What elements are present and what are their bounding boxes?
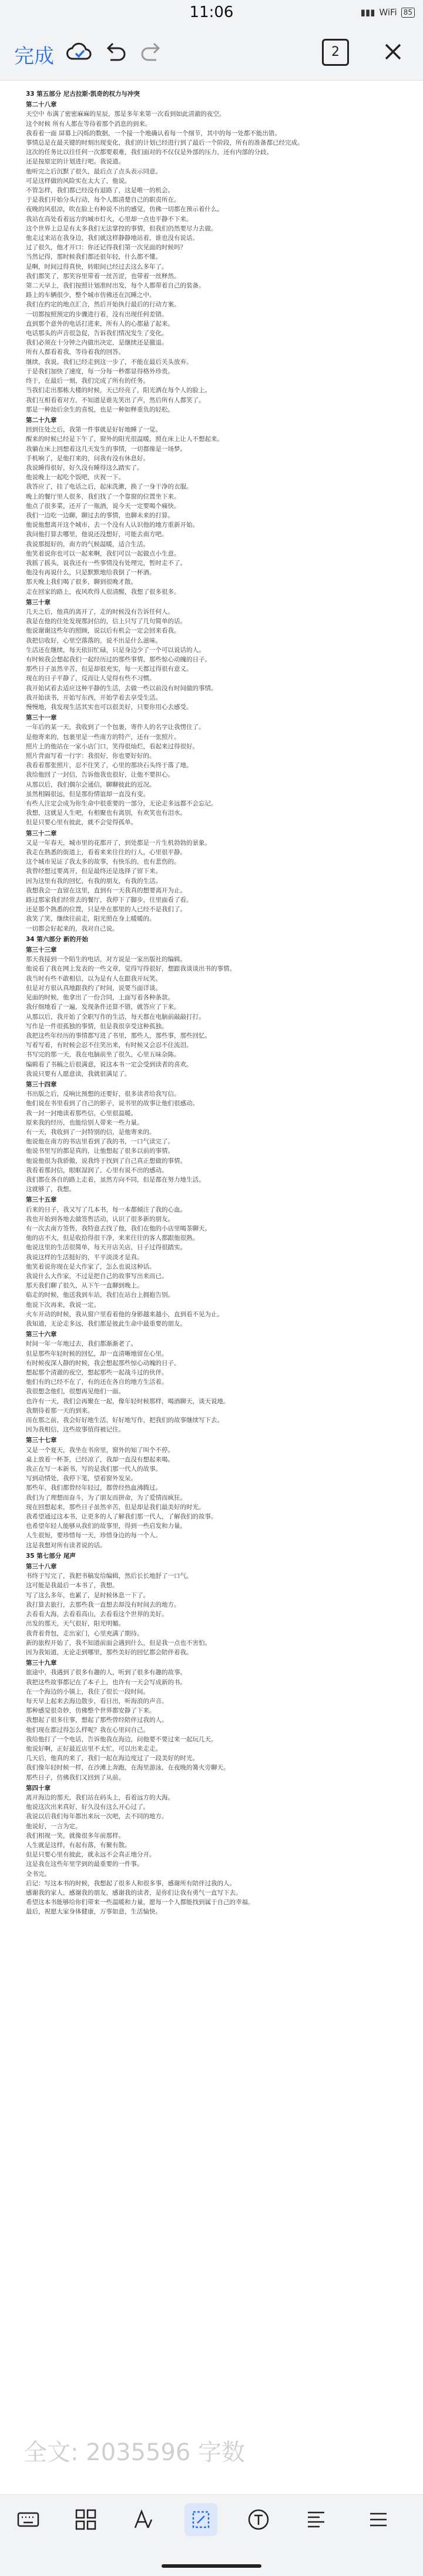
paragraph: 有一次去南方签售，我特意去找了他，我们在他的小店里喝茶聊天。 (26, 1225, 211, 1232)
paragraph: 我想起了很多往事，想起了那些曾经陪伴过我的人。 (26, 1717, 168, 1724)
paragraph: 但是只要心里有彼此，就永远不会真正地分开。 (26, 1851, 156, 1859)
chapter-heading: 第三十二章 (26, 829, 57, 837)
paragraph: 现在的日子平静了，反而让人觉得有些不习惯。 (26, 675, 156, 683)
paragraph: 又是一个夏天，我坐在书房里，窗外的知了叫个不停。 (26, 1446, 174, 1454)
paragraph: 我说睡得很好，好久没有睡得这么踏实了。 (26, 464, 143, 471)
paragraph: 事情总是在最关键的时刻出现变化，我们的计划已经进行到了最后一个阶段，所有的准备都已经完成。 (26, 139, 304, 147)
chapter-heading: 第四十章 (26, 1784, 51, 1792)
paragraph: 后来的日子，我又写了几本书，每一本都倾注了我的心血。 (26, 1206, 186, 1213)
paragraph: 我知道，无论走多远，我们都是彼此生命中最重要的朋友。 (26, 1320, 186, 1327)
insert-icon[interactable] (69, 2503, 102, 2536)
paragraph: 我给他回了一封信，告诉他我也很好，让他不要担心。 (26, 771, 174, 779)
paragraph: 我们为了理想而奋斗，为了朋友而拼命，为了爱情而疯狂。 (26, 1494, 186, 1501)
paragraph: 而在那之前，我会好好地生活，好好地写作，把我们的故事继续写下去。 (26, 1417, 223, 1424)
paragraph: 可是这样做的风险实在太大了，他说。 (26, 177, 131, 185)
redo-icon[interactable] (137, 38, 166, 66)
wifi-icon: WiFi (379, 7, 397, 18)
paragraph: 当我们走出那栋大楼的时候，天已经亮了，阳光洒在每个人的脸上。 (26, 387, 211, 394)
chapter-heading: 第三十章 (26, 598, 51, 606)
more-icon[interactable] (362, 2503, 395, 2536)
paragraph: 电话那头的声音很急促，告诉我们情况发生了变化。 (26, 330, 168, 337)
paragraph: 我仔细地看了一遍，发现条件还算不错，就答应了下来。 (26, 1003, 180, 1011)
paragraph: 也希望年轻人能够从我们的故事里，得到一些启发和力量。 (26, 1523, 186, 1530)
paragraph: 于是我们加快了速度，每一分每一秒都显得格外珍贵。 (26, 367, 174, 375)
paragraph: 因为这里有我的回忆，有我的朋友，有我的生活。 (26, 877, 162, 885)
paragraph: 我说只要有人愿意读，我就很满足了。 (26, 1070, 131, 1078)
paragraph: 继续，我说。我们已经走到这一步了，不能在最后关头放弃。 (26, 358, 193, 366)
paragraph: 晚上的餐厅里人很多，我们找了一个靠窗的位置坐下来。 (26, 493, 180, 500)
paragraph: 我给他打了一个电话，告诉他我在海边，问他要不要过来一起玩几天。 (26, 1735, 217, 1743)
text-box-icon[interactable] (242, 2503, 275, 2536)
chapter-heading: 第三十五章 (26, 1196, 57, 1204)
paragraph: 终于，在最后一刻，我们完成了所有的任务。 (26, 377, 149, 385)
paragraph: 有一天，我收到了一封特别的信，是他寄来的。 (26, 1128, 156, 1136)
page-count-button[interactable]: 2 (322, 39, 349, 66)
chapter-heading: 第三十四章 (26, 1080, 57, 1088)
paragraph: 我想我会一直留在这里，直到有一天我真的想要离开为止。 (26, 886, 186, 894)
paragraph: 因为我知道，无论走到哪里，那些美好的回忆都会陪伴着我。 (26, 1648, 193, 1656)
home-indicator (162, 2564, 261, 2568)
chapter-heading: 第二十八章 (26, 101, 57, 109)
paragraph: 他笑着说你现在是大作家了，怎么也说这种话。 (26, 1263, 156, 1270)
paragraph: 但是对方很认真地跟我约了时间，说要当面详谈。 (26, 984, 162, 992)
paragraph: 是啊，时间过得真快，转眼间已经过去这么多年了。 (26, 263, 168, 270)
paragraph: 走在回家的路上，夜风吹得人很清醒，我想了很多很多。 (26, 588, 180, 596)
cloud-sync-icon[interactable] (65, 38, 93, 66)
paragraph: 我把这些故事都记在了本子上，也许有一天会写成新的书。 (26, 1678, 186, 1686)
paragraph: 新的旅程开始了，我不知道前面会遇到什么，但是我一点也不害怕。 (26, 1639, 211, 1647)
paragraph: 他说晚上一起吃个饭吧，庆祝一下。 (26, 474, 125, 481)
paragraph: 他说谢谢这些年的照顾，说以后有机会一定会回来看我。 (26, 627, 180, 635)
paragraph: 人生就是这样，有起有落，有聚有散。 (26, 1841, 131, 1849)
paragraph: 我看着一面 屏幕上闪烁的数据，一个接一个地确认着每一个细节，其中的每一处都不能出错。 (26, 129, 281, 137)
paragraph: 出发的那天，天气很好，阳光明媚。 (26, 1620, 125, 1628)
paragraph: 他说他很为我骄傲，说我终于找到了自己真正想做的事情。 (26, 1157, 186, 1165)
paragraph: 我看着那张照片，忍不住笑了，心里的那块石头终于落了地。 (26, 762, 193, 770)
status-icons (361, 7, 415, 18)
paragraph: 也许有一天，我们会再聚在一起，像年轻时候那样，喝酒聊天，谈天说地。 (26, 1397, 230, 1405)
paragraph: 他们现在都过得怎么样呢？我在心里问自己。 (26, 1726, 149, 1734)
paragraph: 临走的时候，他送我到车站，我们在站台上拥抱告别。 (26, 1292, 174, 1299)
paragraph: 我们像年轻时候一样，在沙滩上奔跑，在海里游泳，在夜晚的篝火旁聊天。 (26, 1764, 230, 1772)
close-icon[interactable] (379, 38, 407, 66)
align-icon[interactable] (300, 2503, 333, 2536)
paragraph: 这可能是我最后一本书了，我想。 (26, 1582, 119, 1590)
paragraph: 我一封一封地读着那些信，心里很温暖。 (26, 1109, 137, 1117)
paragraph: 不管怎样，我们都已经没有退路了，这是唯一的机会。 (26, 187, 174, 195)
paragraph: 我说以后我们每年都出来玩一次吧，去不同的地方。 (26, 1813, 168, 1821)
paragraph: 我笑了笑，继续往前走，阳光照在身上暖暖的。 (26, 915, 156, 923)
paragraph: 我正在写一本新书，写的是我们那一代人的故事。 (26, 1466, 162, 1473)
paragraph: 他说这次出来真好，好久没有这么开心过了。 (26, 1804, 149, 1811)
paragraph: 路过那家我们经常去的餐厅，我停下了脚步，往里面看了看。 (26, 896, 193, 904)
chapter-heading: 第三十九章 (26, 1660, 57, 1667)
paragraph: 我们都在各自的路上走着，虽然方向不同，但是都在努力地生活。 (26, 1176, 205, 1183)
paragraph: 几天后，他真的来了，我们一起在海边度过了一段美好的时光。 (26, 1755, 199, 1762)
paragraph: 他没有再说什么，只是默默地给我倒了一杯酒。 (26, 569, 156, 577)
done-button[interactable]: 完成 (14, 45, 54, 68)
paragraph: 想起那个清澈的夜空，想起那些一起战斗过的伙伴。 (26, 1369, 168, 1377)
chapter-heading: 第三十三章 (26, 946, 57, 954)
chapter-heading: 第三十六章 (26, 1331, 57, 1339)
paragraph: 第二天早上，我们按照计划准时出发，每个人都带着自己的装备。 (26, 282, 205, 290)
paragraph: 我当时有些不敢相信，以为是有人在跟我开玩笑。 (26, 975, 162, 982)
paragraph: 我说那挺好的，南方的气候温暖，适合生活。 (26, 540, 149, 548)
paragraph: 那些日子，仿佛我们又回到了从前。 (26, 1774, 125, 1781)
paragraph: 后记：写这本书的时候，我想起了很多人和很多事，感谢所有陪伴过我的人。 (26, 1879, 236, 1887)
paragraph: 我答应了，挂了电话之后，起床洗漱，换了一身干净的衣服。 (26, 483, 193, 491)
paragraph: 我打算去旅行，去那些我一直想去却没有时间去的地方。 (26, 1601, 180, 1608)
paragraph: 一年后的某一天，我收到了一个包裹，寄件人的名字让我愣住了。 (26, 724, 205, 731)
paragraph: 从那以后，我开始了全职写作的生活，每天都在电脑前敲敲打打。 (26, 1013, 205, 1021)
paragraph: 他说好啊，正好最近店里不太忙，可以出来走走。 (26, 1745, 162, 1752)
paragraph: 他们说在书里看到了自己的影子，说书里的故事让他们很感动。 (26, 1100, 199, 1108)
paragraph: 那天我们聊了很久，从下午一直聊到晚上。 (26, 1282, 143, 1290)
paragraph: 这就够了，我想。 (26, 1186, 75, 1193)
paragraph: 从那以后，我们偶尔会通信，聊聊彼此的近况。 (26, 781, 156, 788)
paragraph: 照片背面写着一行字：我很好，你也要好好的。 (26, 752, 156, 760)
paragraph: 感谢我的家人，感谢我的朋友，感谢我的读者，是你们让我有勇气一直写下去。 (26, 1889, 242, 1896)
paragraph: 桌上放着一杯茶，已经凉了，我却一直没有想起来喝。 (26, 1456, 174, 1463)
paragraph: 当然记得，那时候我们都还很年轻，什么都不懂。 (26, 253, 162, 261)
chapter-heading: 第三十一章 (26, 714, 57, 722)
paragraph: 那天我接到一个陌生的电话，对方说是一家出版社的编辑。 (26, 956, 186, 964)
paragraph: 虽然相隔很远，但是那份情谊却一直没有变。 (26, 790, 149, 798)
paragraph: 写作是一件很孤独的事情，但是我很享受这种孤独。 (26, 1022, 168, 1030)
paragraph: 火车开动的时候，我从窗户里看着他的身影越来越小，直到看不见为止。 (26, 1310, 223, 1318)
paragraph: 我问他打算去哪里，他说还没想好，可能去南方吧。 (26, 531, 168, 538)
paragraph: 旅途中，我遇到了很多有趣的人，听到了很多有趣的故事。 (26, 1669, 186, 1677)
paragraph: 他们有的已经不在了，有的还在各自的地方生活着。 (26, 1379, 168, 1386)
paragraph: 我站在高处看着远方的城市灯火，心里却一点也平静不下来。 (26, 215, 193, 223)
paragraph: 路上的车辆很少，整个城市仿佛还在沉睡之中。 (26, 292, 156, 299)
paragraph: 他说下次再来，我说一定。 (26, 1301, 100, 1309)
paragraph: 但是那些年轻时候的回忆，却一直清晰地留在心里。 (26, 1350, 168, 1357)
paragraph: 一切都按照预定的步骤进行着，没有出现任何差错。 (26, 310, 168, 318)
paragraph: 我们一边吃一边聊，聊过去的事情，也聊未来的打算。 (26, 511, 174, 519)
paragraph: 去看看大海，去看看高山，去看看这个世界的美好。 (26, 1611, 168, 1618)
paragraph: 书写完的那一天，我在电脑前坐了很久，心里五味杂陈。 (26, 1051, 180, 1059)
paragraph: 慢慢地，我发现生活其实也可以很美好，只要你用心去感受。 (26, 704, 193, 711)
chapter-heading: 33 第五部分 尼古拉斯·凯奇的权力与冲突 (26, 91, 140, 98)
paragraph: 我们必须在十分钟之内做出决定，是继续还是撤退。 (26, 339, 168, 347)
paragraph: 全书完。 (26, 1870, 51, 1878)
paragraph: 我开始试着去适应这种平静的生活，去做一些以前没有时间做的事情。 (26, 684, 217, 692)
paragraph: 他走过来站在我身边，我们就这样静静地站着，谁也没有说话。 (26, 235, 199, 242)
paragraph: 但是只要心里有彼此，就不会觉得孤单。 (26, 819, 137, 827)
paragraph: 那种感觉很奇妙，仿佛整个世界都安静了下来。 (26, 1707, 156, 1715)
battery-icon: 85 (401, 8, 415, 18)
paragraph: 我背着背包，走出家门，心里充满了期待。 (26, 1630, 143, 1637)
status-bar (0, 0, 423, 24)
paragraph: 他笑着说你也可以一起来啊，我们可以一起做点小生意。 (26, 550, 180, 557)
paragraph: 那是一种劫后余生的喜悦，也是一种如释重负的轻松。 (26, 406, 174, 413)
paragraph: 是他寄来的，包裹里是一些南方的特产，还有一张照片。 (26, 733, 180, 741)
paragraph: 写到动情处，我停下笔，望着窗外发呆。 (26, 1475, 137, 1483)
paragraph: 又是一年春天，城市里的花都开了，到处都是一片生机勃勃的景象。 (26, 839, 211, 847)
signal-icon: ▮▮▮ (360, 7, 375, 18)
paragraph: 我期待着那一天的到来。 (26, 1407, 94, 1414)
paragraph: 书出版之后，反响比预想的还要好，很多读者给我写信。 (26, 1090, 180, 1098)
paragraph: 我希望通过这本书，让更多的人了解我们那一代人，了解我们的故事。 (26, 1513, 217, 1521)
paragraph: 我想，这就是人生吧，有相聚也有离别，有欢笑也有泪水。 (26, 809, 186, 817)
paragraph: 因为我相信，这些故事值得被记住。 (26, 1426, 125, 1434)
paragraph: 写着写着，有时候会忍不住笑出来，有时候又会忍不住流泪。 (26, 1042, 193, 1049)
paragraph: 我们都笑了，那笑容里带着一丝苦涩，也带着一丝释然。 (26, 272, 180, 280)
chapter-heading: 34 第六部分 新的开始 (26, 935, 88, 943)
paragraph: 时间一年一年地过去，我们都渐渐老了。 (26, 1340, 137, 1348)
paragraph: 他说这里的生活很简单，每天开店关店，日子过得很踏实。 (26, 1244, 186, 1252)
paragraph: 还是按原定的计划进行吧。我说道。 (26, 158, 125, 166)
paragraph: 他的店不大，但是收拾得很干净，来来往往的客人都跟他很熟。 (26, 1235, 199, 1242)
paragraph: 回到住处之后，我第一件事就是好好地睡了一觉。 (26, 426, 162, 434)
paragraph: 这是我在这些年里学到的最重要的一件事。 (26, 1861, 143, 1868)
paragraph: 我也开始到各地去做签售活动，认识了很多新的朋友。 (26, 1215, 174, 1223)
top-toolbar (0, 24, 423, 81)
paragraph: 我把信收好，心里空落落的，说不出是什么滋味。 (26, 637, 162, 644)
paragraph: 照片上的他站在一家小店门口，笑得很灿烂，看起来过得很好。 (26, 742, 199, 750)
paragraph: 我们在约定的地点汇合，然后开始执行最后的行动方案。 (26, 301, 180, 309)
paragraph: 离开海边的那天，我们站在码头上，看着远方的大海。 (26, 1794, 174, 1801)
paragraph: 我说这样的生活挺好的，平平淡淡才是真。 (26, 1253, 143, 1261)
paragraph: 我开始读书，开始写东西，开始学着去享受生活。 (26, 694, 162, 701)
paragraph: 我看着那封信，眼眶湿润了，心里有说不出的感动。 (26, 1166, 168, 1174)
paragraph: 那天晚上我们喝了很多，聊到很晚才散。 (26, 578, 137, 586)
paragraph: 于是我们开始分头行动，每个人都清楚自己的职责所在。 (26, 196, 180, 204)
paragraph: 他说他在南方的书店里看到了我的书，一口气读完了。 (26, 1138, 174, 1146)
paragraph: 还是那个熟悉的位置，只是坐在那里的人已经不是我们了。 (26, 906, 186, 914)
undo-icon[interactable] (101, 38, 129, 66)
paragraph: 有时候夜深人静的时候，我会想起那些惊心动魄的日子。 (26, 1359, 180, 1367)
paragraph: 我说什么大作家，不过是把自己的故事写出来而已。 (26, 1272, 168, 1280)
chapter-heading: 第三十七章 (26, 1437, 57, 1444)
paragraph: 我很想念他们，很想再见他们一面。 (26, 1388, 125, 1396)
paragraph: 这个城市见证了我太多的故事，有快乐的，也有悲伤的。 (26, 858, 180, 866)
paragraph: 我躺在床上回想着这几天发生的事情，一切都像是一场梦。 (26, 445, 186, 453)
paragraph: 这个时候 所有人都在等待着那个消息的到来。 (26, 120, 152, 128)
word-count: 全文: 2035596 字数 (24, 2439, 246, 2466)
paragraph: 每天早上起来去海边散步，看日出，听海浪的声音。 (26, 1697, 168, 1705)
paragraph: 我走在熟悉的街道上，看着来来往往的行人，心里很平静。 (26, 849, 186, 857)
bottom-toolbar (0, 2494, 423, 2576)
text-style-icon[interactable] (127, 2503, 160, 2536)
paragraph: 过了很久，他才开口：你还记得我们第一次见面的时候吗？ (26, 244, 186, 252)
paragraph: 我是在他的住处发现那封信的，信上只写了几句简单的话。 (26, 618, 186, 625)
paragraph: 我曾经想过要离开，但是最终还是选择了留下来。 (26, 868, 162, 875)
paragraph: 一切都会好起来的，我对自己说。 (26, 925, 119, 932)
paragraph: 有时候我会想起我们一起经历过的那些事情，那些惊心动魄的日子。 (26, 655, 211, 663)
paragraph: 编辑看了书稿之后很满意，说这本书一定会受到读者的喜欢。 (26, 1060, 193, 1068)
paragraph: 他说好，一言为定。 (26, 1822, 82, 1830)
paragraph: 他听完之后沉默了很久，最后点了点头表示同意。 (26, 168, 162, 175)
paragraph: 我把这些年经历的事情都写进了书里，那些人，那些事，那些回忆。 (26, 1032, 211, 1039)
chapter-heading: 第二十九章 (26, 416, 57, 424)
paragraph: 醒来的时候已经是下午了，窗外的阳光很温暖，照在床上让人不想起来。 (26, 436, 223, 443)
paragraph: 在一个海边的小镇上，我住了很长一段时间。 (26, 1688, 149, 1695)
paragraph: 我们互相看着对方，不知道是谁先笑出了声，然后所有人都笑了。 (26, 396, 205, 404)
paragraph: 见面的时候，他拿出了一份合同，上面写着各种条款。 (26, 994, 174, 1002)
chapter-heading: 35 第七部分 尾声 (26, 1552, 76, 1560)
paragraph: 有些人注定会成为你生命中很重要的一部分，无论走多远都不会忘记。 (26, 800, 217, 808)
paragraph: 这个世界上总是有太多我们无法掌控的事情，但我们仍然要尽力去做。 (26, 225, 217, 232)
status-time: 11:06 (189, 4, 234, 21)
chapter-heading: 第三十八章 (26, 1563, 57, 1571)
paragraph: 我摇了摇头，说我还有一些事情没有处理完，暂时走不了。 (26, 559, 186, 567)
keyboard-icon[interactable] (12, 2503, 45, 2536)
paragraph: 原来我的经历，也能给别人带来一些力量。 (26, 1119, 143, 1126)
paragraph: 他点了很多菜，还开了一瓶酒，说今天一定要喝个痛快。 (26, 502, 180, 510)
paragraph: 最后，祝愿大家身体健康，万事如意，生活愉快。 (26, 1908, 162, 1916)
paragraph: 希望这本书能够给你们带来一些温暖和力量，愿每一个人都能找到属于自己的幸福。 (26, 1899, 254, 1906)
paragraph: 所有人都看着我，等待着我的回答。 (26, 349, 125, 356)
paragraph: 手机响了，是他打来的，问我有没有休息好。 (26, 454, 149, 462)
paragraph: 我们相视一笑，就像很多年前那样。 (26, 1832, 125, 1839)
paragraph: 他说看了我在网上发表的一些文章，觉得写得很好，想跟我谈谈出书的事情。 (26, 965, 236, 973)
paragraph: 这次的任务比以往任何一次都要艰难，我们面对的不仅仅是外部的压力，还有内部的分歧。 (26, 149, 273, 156)
paragraph: 书终于写完了，我把书稿发给编辑，然后长长地舒了一口气。 (26, 1573, 193, 1580)
paragraph: 生活还在继续，每天依旧忙碌，只是身边少了一个可以说话的人。 (26, 646, 205, 654)
paragraph: 夜晚的风很凉，吹在脸上有种说不出的感觉，仿佛一切都在预示着什么。 (26, 206, 223, 213)
crop-select-icon[interactable] (184, 2503, 217, 2536)
paragraph: 人生很短，要珍惜每一天，珍惜身边的每一个人。 (26, 1532, 162, 1540)
paragraph: 写了这么多年，也累了，是时候休息一下了。 (26, 1591, 149, 1599)
paragraph: 他说他想离开这个城市，去一个没有人认识他的地方重新开始。 (26, 521, 199, 529)
paragraph: 这是我想对所有读者说的话。 (26, 1541, 106, 1549)
paragraph: 他说书里写的都是真的，让他想起了很多以前的事情。 (26, 1148, 174, 1155)
document-content[interactable] (26, 88, 385, 2504)
paragraph: 天空中 布满了密密麻麻的星辰，那是多年来第一次看到如此清澈的夜空。 (26, 111, 226, 118)
paragraph: 几天之后，他真的离开了，走的时候没有告诉任何人。 (26, 608, 174, 615)
paragraph: 那些日子虽然辛苦，但是却很充实，每一天都过得很有意义。 (26, 665, 193, 673)
paragraph: 那些年，我们都曾经年轻过，都曾经热血沸腾过。 (26, 1484, 162, 1492)
paragraph: 直到那个意外的电话打进来，所有人的心都悬了起来。 (26, 320, 174, 327)
paragraph: 现在回想起来，那些日子虽然辛苦，但是却是我们最美好的时光。 (26, 1503, 205, 1511)
